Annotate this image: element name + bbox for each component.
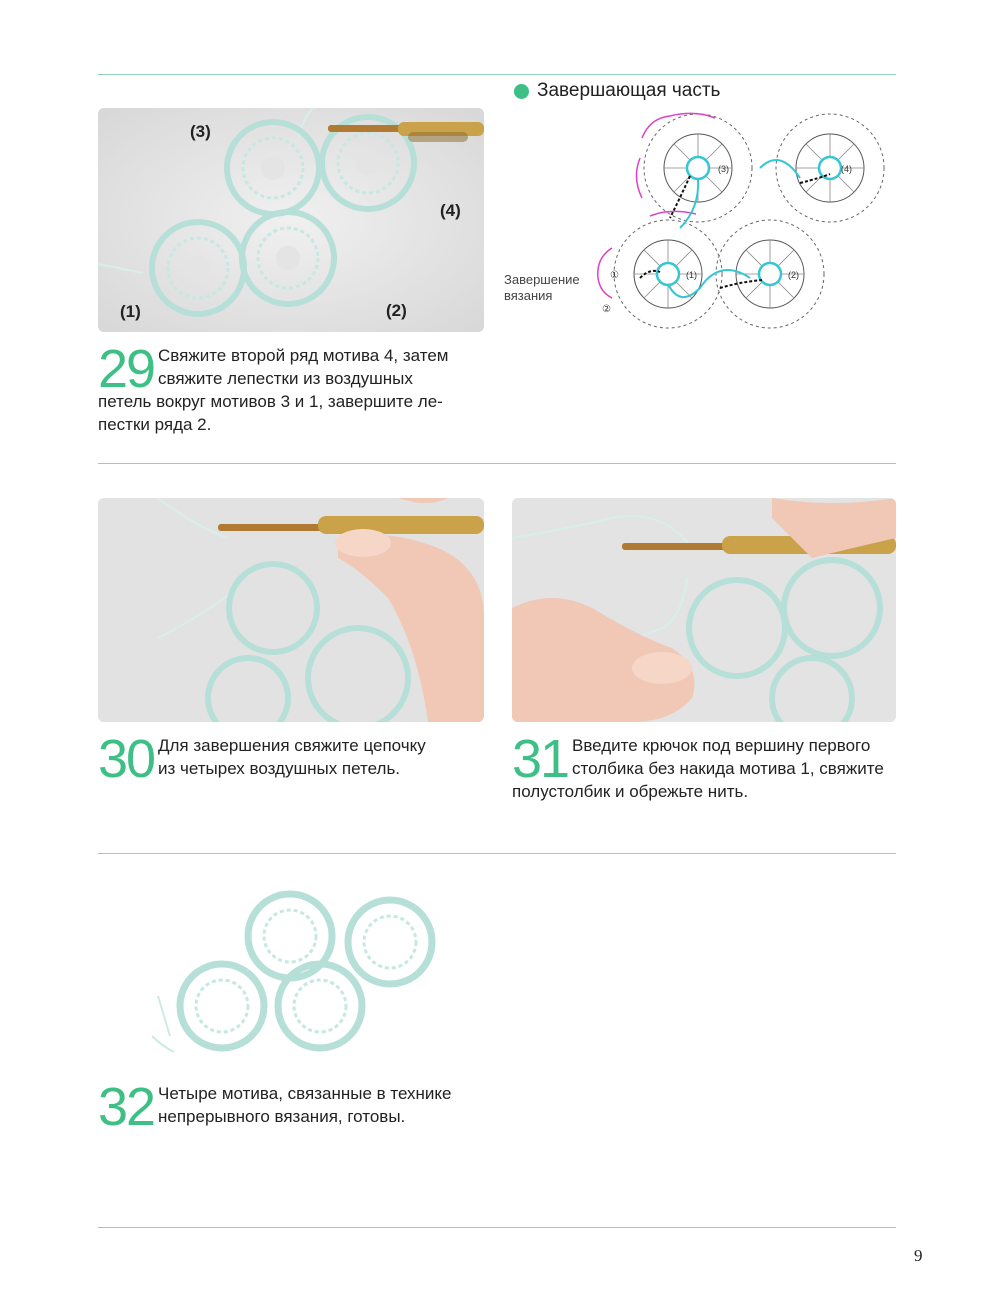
step-text-line: свяжите лепестки из воздушных xyxy=(158,369,413,388)
section-heading xyxy=(514,80,720,102)
photo-step-31 xyxy=(512,498,896,722)
photo-label-motif-3: (3) xyxy=(190,122,211,141)
step-number: 32 xyxy=(98,1077,155,1137)
step-text-line: столбика без накида мотива 1, свяжите xyxy=(572,759,884,778)
diagram-motif-label-4: (4) xyxy=(841,164,852,174)
section-bullet-icon xyxy=(514,84,529,99)
diagram-motif-label-3: (3) xyxy=(718,164,729,174)
finish-label xyxy=(504,272,580,304)
step-text-line: пестки ряда 2. xyxy=(98,415,212,434)
diagram-start-mark-2: ② xyxy=(602,304,611,315)
step-31 xyxy=(512,729,896,803)
diagram-motif-label-2: (2) xyxy=(788,270,799,280)
photo-label-motif-1: (1) xyxy=(120,302,141,321)
photo-step-30 xyxy=(98,498,484,722)
step-text-line: петель вокруг мотивов 3 и 1, завершите ле- xyxy=(98,392,443,411)
divider-rule-1 xyxy=(98,463,896,464)
step-number: 31 xyxy=(512,729,569,789)
step-text-line: из четырех воздушных петель. xyxy=(158,759,401,778)
photo-label-motif-2: (2) xyxy=(386,301,407,320)
step-32 xyxy=(98,1077,488,1137)
section-title: Завершающая часть xyxy=(537,80,721,101)
top-rule xyxy=(98,74,896,75)
photo-label-motif-4: (4) xyxy=(440,201,461,220)
photo-step-32 xyxy=(150,886,450,1062)
step-text-line: Четыре мотива, связанные в технике xyxy=(158,1084,452,1103)
divider-rule-2 xyxy=(98,853,896,854)
step-29 xyxy=(98,339,488,436)
crochet-diagram xyxy=(500,108,896,344)
step-text-line: непрерывного вязания, готовы. xyxy=(158,1107,406,1126)
diagram-start-mark-1: ① xyxy=(610,270,619,281)
step-text-line: полустолбик и обрежьте нить. xyxy=(512,782,749,801)
step-number: 30 xyxy=(98,729,155,789)
step-text-line: Введите крючок под вершину первого xyxy=(572,736,871,755)
finish-label-line2: вязания xyxy=(504,288,553,303)
step-30 xyxy=(98,729,488,789)
diagram-motif-label-1: (1) xyxy=(686,270,697,280)
page-number: 9 xyxy=(914,1246,923,1265)
step-text-line: Для завершения свяжите цепочку xyxy=(158,736,426,755)
photo-step-29 xyxy=(98,108,484,332)
finish-label-line1: Завершение xyxy=(504,272,580,287)
step-number: 29 xyxy=(98,339,155,399)
bottom-rule xyxy=(98,1227,896,1228)
step-text-line: Свяжите второй ряд мотива 4, затем xyxy=(158,346,449,365)
